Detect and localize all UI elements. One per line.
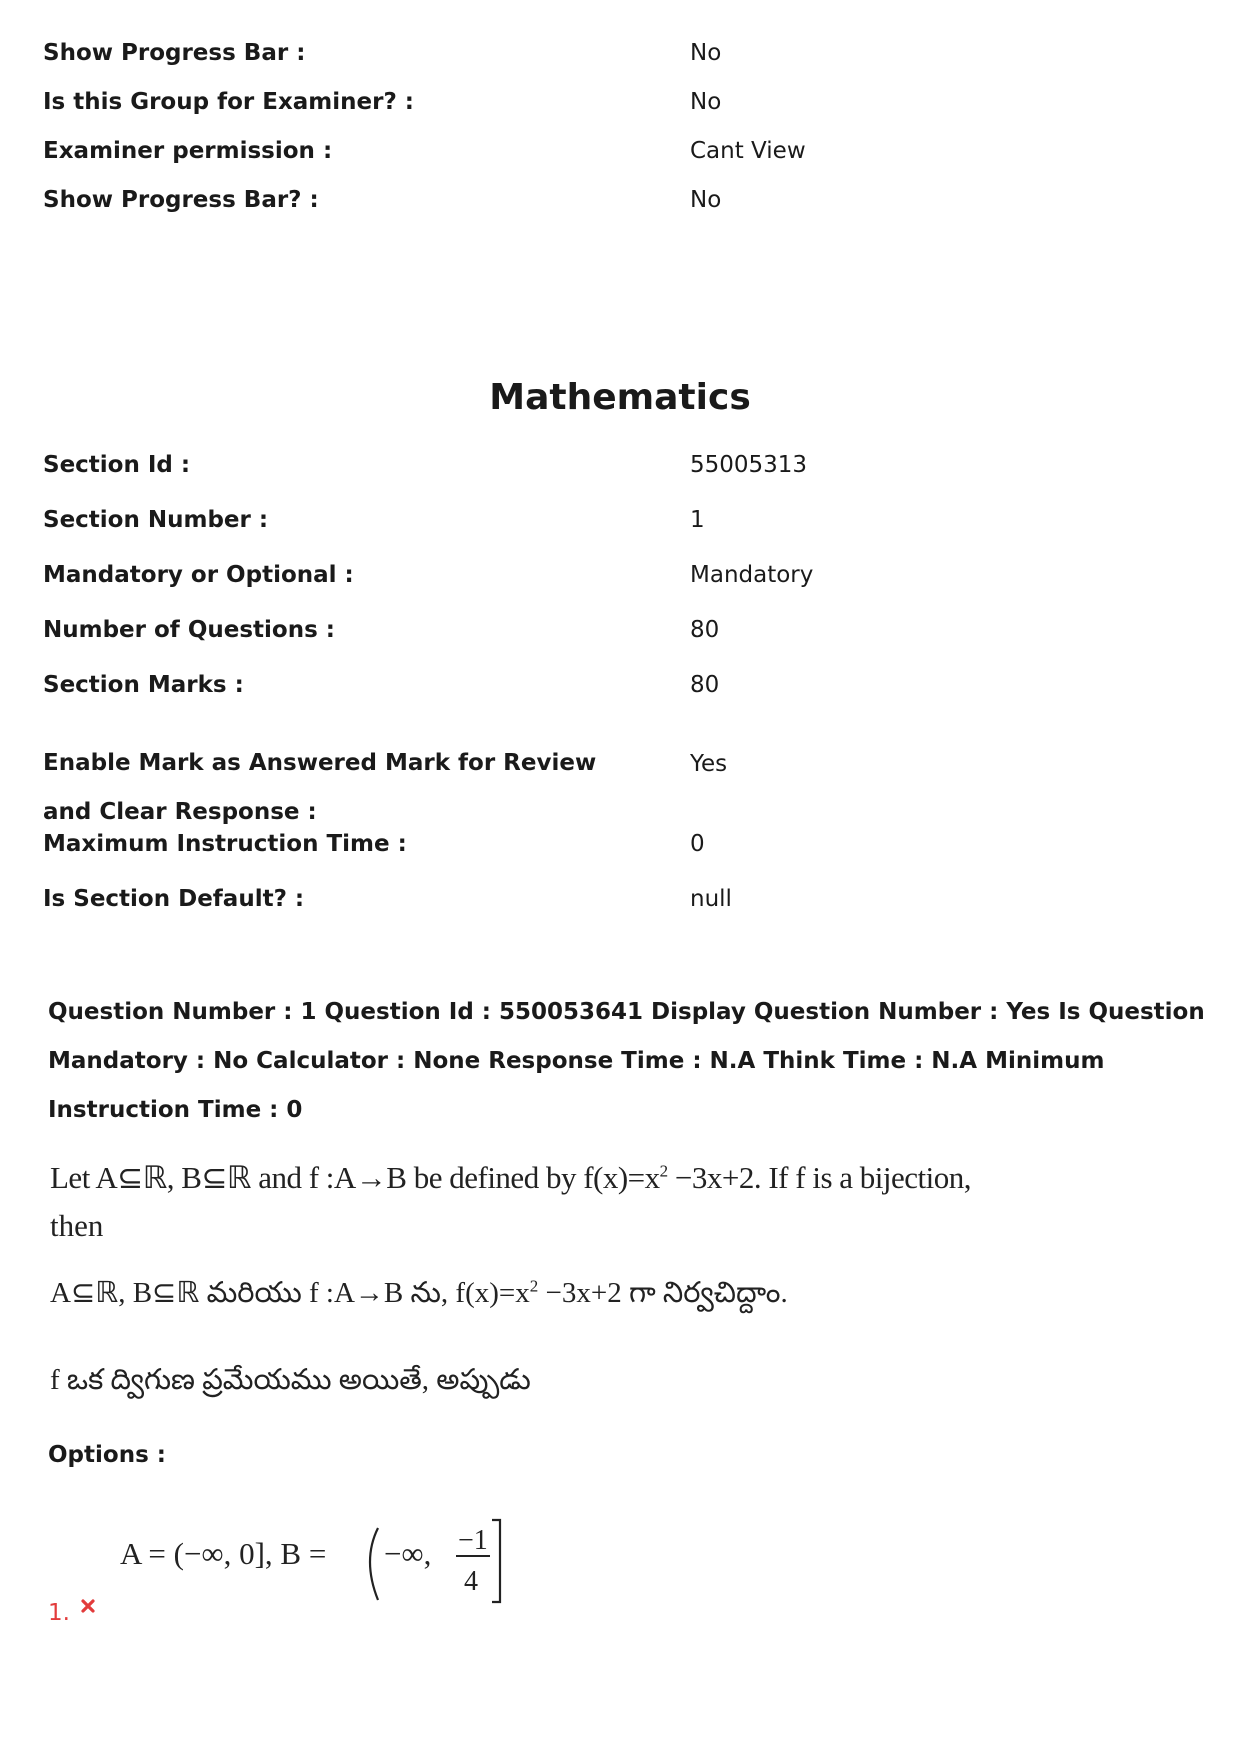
- field-value: Cant View: [690, 138, 806, 164]
- field-label: Number of Questions :: [43, 617, 335, 643]
- field-value: Mandatory: [690, 562, 814, 588]
- field-label: Section Id :: [43, 452, 191, 478]
- question-line: −3x+2 గా నిర్వచిద్దాం.: [538, 1277, 788, 1309]
- fraction-numerator: −1: [458, 1525, 488, 1556]
- field-value: No: [690, 89, 722, 115]
- option-1-formula: [118, 1510, 538, 1610]
- field-label: Maximum Instruction Time :: [43, 831, 407, 857]
- cross-icon: [80, 1598, 96, 1614]
- field-label: Section Marks :: [43, 672, 244, 698]
- field-label: Show Progress Bar :: [43, 40, 306, 66]
- left-paren: [370, 1528, 378, 1600]
- field-label: Show Progress Bar? :: [43, 187, 319, 213]
- fraction-denominator: 4: [464, 1566, 478, 1597]
- field-value: 80: [690, 672, 720, 698]
- formula-svg: [118, 1510, 538, 1610]
- option-1-number: 1.: [48, 1600, 70, 1626]
- field-label: Section Number :: [43, 507, 269, 533]
- field-value: Yes: [690, 751, 728, 777]
- field-value: null: [690, 886, 732, 912]
- question-header: Question Number : 1 Question Id : 550053641 Display Question Number : Yes Is Question Mandatory : No Calculator : None Response Time : N.A Think Time : N.A Minimum Instruction Time : 0: [48, 999, 1205, 1123]
- question-text-telugu: [50, 1275, 788, 1317]
- question-text-english: [50, 1160, 971, 1196]
- question-line: −3x+2. If f is a bijection,: [667, 1160, 971, 1195]
- field-label: Mandatory or Optional :: [43, 562, 354, 588]
- field-value: No: [690, 40, 722, 66]
- superscript: 2: [529, 1276, 539, 1296]
- question-line: Let A⊆ℝ, B⊆ℝ and f :A→B be defined by f(x)=x: [50, 1160, 660, 1195]
- field-value: 0: [690, 831, 705, 857]
- question-text-english-2: then: [50, 1208, 104, 1243]
- question-line: A⊆ℝ, B⊆ℝ మరియు f :A→B ను, f(x)=x: [50, 1277, 530, 1309]
- field-value: 1: [690, 507, 705, 533]
- right-bracket: [492, 1520, 500, 1602]
- field-label: Examiner permission :: [43, 138, 333, 164]
- formula-text: A = (−∞, 0], B =: [120, 1536, 327, 1571]
- field-label: Enable Mark as Answered Mark for Review and Clear Response :: [43, 750, 597, 825]
- question-text-telugu-2: f ఒక ద్విగుణ ప్రమేయము అయితే, అప్పుడు: [50, 1364, 531, 1396]
- field-value: No: [690, 187, 722, 213]
- field-value: 80: [690, 617, 720, 643]
- options-label: Options :: [48, 1442, 166, 1468]
- superscript: 2: [659, 1161, 668, 1181]
- formula-text: −∞,: [384, 1536, 432, 1571]
- section-title: Mathematics: [489, 377, 751, 418]
- field-value: 55005313: [690, 452, 808, 478]
- field-label: Is Section Default? :: [43, 886, 305, 912]
- field-label: Is this Group for Examiner? :: [43, 89, 415, 115]
